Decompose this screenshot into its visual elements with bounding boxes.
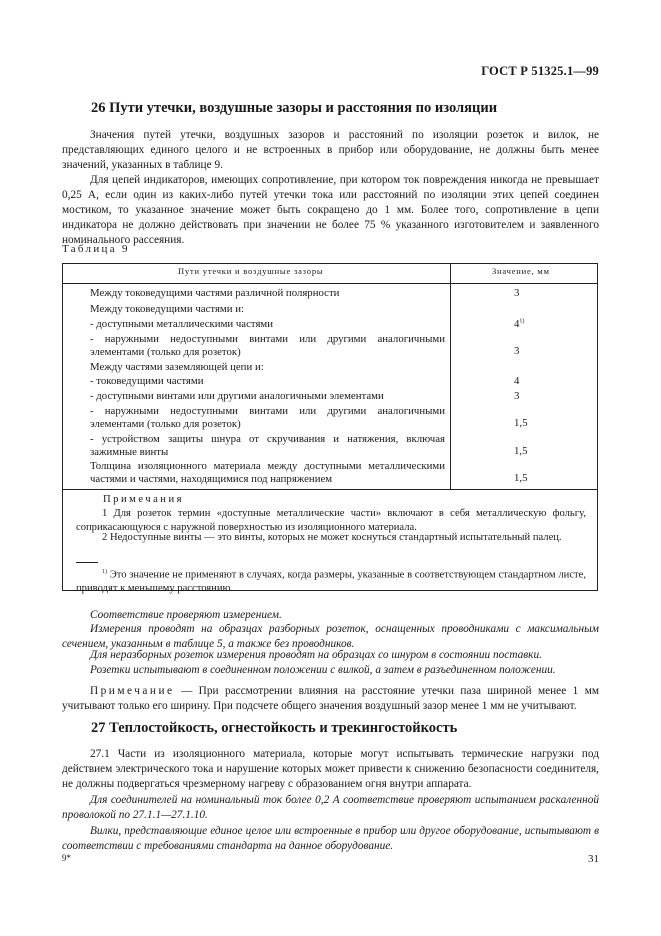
section-26-para-1: Значения путей утечки, воздушных зазоров и расстояний по изоляции розеток и вилок, не представляющих единого целого и не встроенных в прибор или оборудование, не должны быть менее значений, указанных в таблице 9. (62, 129, 599, 171)
table-header-divider (62, 283, 598, 284)
table-row-text: - устройством защиты шнура от скручивания и натяжения, включая зажимные винты (90, 433, 445, 458)
footnote-mark: 1) (102, 569, 107, 575)
table-note-2: 2 Недоступные винты — это винты, которых не может коснуться стандартный испытательный палец. (102, 532, 562, 543)
section-27-heading: 27 Теплостойкость, огнестойкость и трекингостойкость (91, 720, 458, 736)
section-26-para-2: Для цепей индикаторов, имеющих сопротивление, при котором ток повреждения никогда не превышает 0,25 А, если один из каких-либо путей утечки тока или расстояний по изоляции этих цепей соединен мостиком, то указанное значение может быть сокращено до 1 мм. Более того, сопротивление в цепи индикатора не должно действовать при значении не более 75 % указанного изготовителем и заявленного номинального рассеяния. (62, 174, 599, 246)
note-text: — При рассмотрении влияния на расстояние утечки паза шириной менее 1 мм учитывают только его ширину. При подсчете общего значения воздушный зазор менее 1 мм не учитывают. (62, 685, 599, 712)
table-header-paths: Пути утечки и воздушные зазоры (178, 266, 324, 276)
table-row-text: - токоведущими частями (90, 375, 204, 387)
table-footnote (76, 566, 586, 596)
table-row-text: - доступными винтами или другими аналогичными элементами (90, 390, 384, 402)
table-row-value: 3 (514, 345, 520, 357)
measurement-text-1: Измерения проводят на образцах разборных розеток, оснащенных проводниками с максимальным сечением, указанным в таблице 5, а также без проводников. (62, 623, 599, 650)
section-27-para-2: Для соединителей на номинальный ток более 0,2 А соответствие проверяют испытанием раскаленной проволокой по 27.1.1—27.1.10. (62, 794, 599, 821)
table-row-value: 3 (514, 287, 520, 299)
table-row-value-number: 4 (514, 318, 520, 330)
note-paragraph (62, 684, 599, 714)
table-notes-title: Примечания (103, 494, 184, 505)
table-row-text: - наружными недоступными винтами или другими аналогичными элементами (только для розеток) (90, 405, 445, 430)
standard-id: ГОСТ Р 51325.1—99 (481, 64, 599, 78)
table-row-text: Между токоведущими частями различной полярности (90, 287, 340, 299)
table-row-value: 1,5 (514, 445, 528, 457)
table-notes-divider (62, 489, 598, 490)
footnote-rule (76, 562, 98, 563)
page-number: 31 (588, 853, 599, 865)
measurement-text-3: Розетки испытывают в соединенном положении с вилкой, а затем в разъединенном положении. (90, 664, 556, 676)
table-row-value: 4 (514, 375, 520, 387)
section-27-para-3: Вилки, представляющие единое целое или встроенные в прибор или другое оборудование, испытывают в соответствии с требованиями стандарта на данное оборудование. (62, 825, 599, 852)
table-row-value: 3 (514, 390, 520, 402)
note-label: Примечание (90, 685, 175, 697)
sheet-mark: 9* (62, 853, 71, 863)
table-row-text: - наружными недоступными винтами или другими аналогичными элементами (только для розеток) (90, 333, 445, 358)
footnote-reference: 1) (519, 318, 525, 325)
table-header-value: Значение, мм (492, 266, 550, 276)
table-row-text: Между частями заземляющей цепи и: (90, 361, 264, 373)
footnote-text: Это значение не применяют в случаях, когда размеры, указанные в соответствующем стандартном листе, приводят к меньшему расстоянию. (76, 569, 586, 595)
section-27-para-1: 27.1 Части из изоляционного материала, которые могут испытывать термические нагрузки под действием электрического тока и нарушение которых может привести к снижению безопасности соединителя, не должны подвергаться чрезмерному нагреву с образованием огня внутри аппарата. (62, 748, 599, 790)
table-row-value (514, 318, 524, 330)
table-row-text: - доступными металлическими частями (90, 318, 274, 330)
section-26-heading: 26 Пути утечки, воздушные зазоры и расстояния по изоляции (91, 100, 498, 116)
table-row-text: Между токоведущими частями и: (90, 303, 244, 315)
table-9-caption: Таблица 9 (62, 243, 130, 255)
table-row-value: 1,5 (514, 417, 528, 429)
table-note-1: 1 Для розеток термин «доступные металлические части» включают в себя металлическую фольгу, соприкасающуюся с наружной поверхностью из изоляционного материала. (76, 508, 586, 533)
measurement-text-2: Для неразборных розеток измерения проводят на образцах со шнуром в состоянии поставки. (90, 649, 542, 661)
compliance-text: Соответствие проверяют измерением. (90, 609, 282, 621)
table-column-divider (450, 263, 451, 490)
table-row-text: Толщина изоляционного материала между доступными металлическими частями и частями, находящимися под напряжением (90, 460, 445, 485)
table-row-value: 1,5 (514, 472, 528, 484)
